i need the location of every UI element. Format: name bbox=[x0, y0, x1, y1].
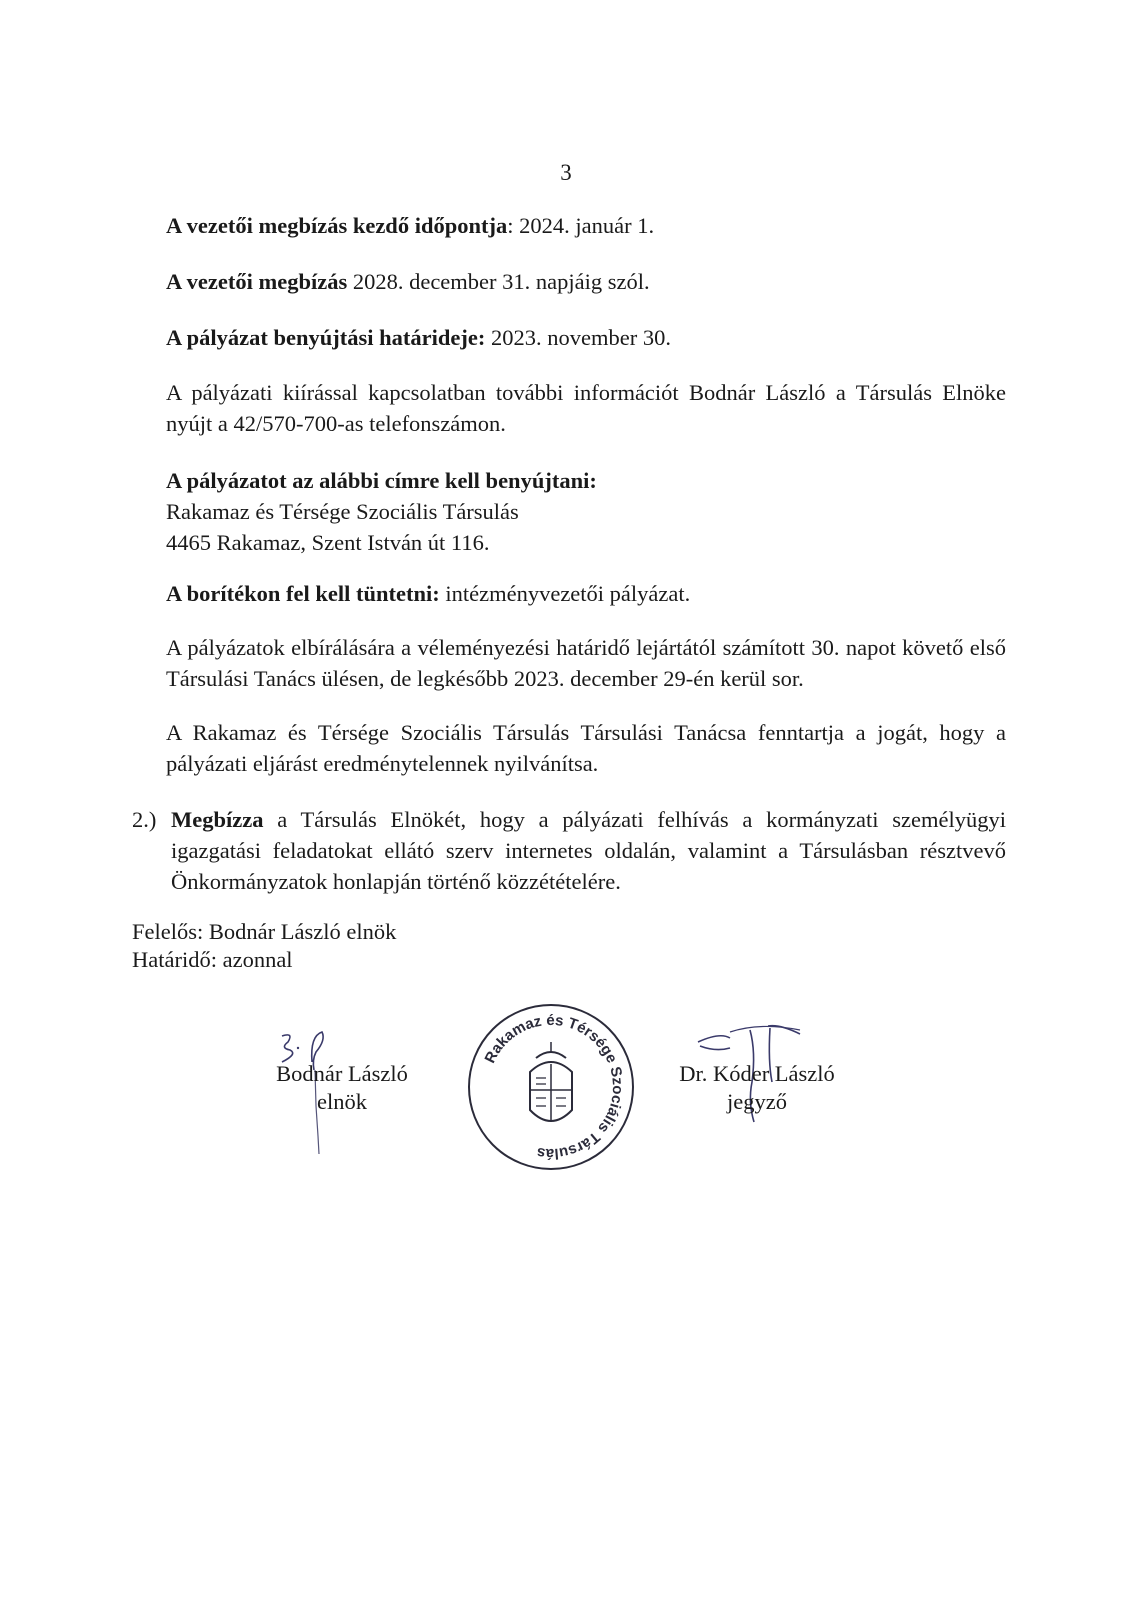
end-date-line bbox=[166, 266, 1006, 297]
left-signature-name: Bodnár László bbox=[276, 1061, 408, 1086]
deadline-note: Határidő: azonnal bbox=[132, 947, 293, 972]
start-date-line bbox=[166, 210, 1006, 241]
page-number: 3 bbox=[560, 160, 572, 185]
rights-paragraph: A Rakamaz és Térsége Szociális Társulás Társulási Tanácsa fenntartja a jogát, hogy a pályázati eljárást eredménytelennek nyilvánítsa. bbox=[166, 720, 1006, 776]
address-block bbox=[166, 465, 1006, 558]
end-date-value: 2028. december 31. napjáig szól. bbox=[347, 269, 650, 294]
address-label: A pályázatot az alábbi címre kell benyújtani: bbox=[166, 468, 597, 493]
info-paragraph: A pályázati kiírással kapcsolatban további információt Bodnár László a Társulás Elnöke nyújt a 42/570-700-as telefonszámon. bbox=[166, 380, 1006, 436]
left-signature-title: elnök bbox=[317, 1089, 367, 1114]
item-2-text bbox=[171, 804, 1006, 897]
item-2 bbox=[132, 804, 1006, 897]
evaluation-paragraph: A pályázatok elbírálására a véleményezési határidő lejártától számított 30. napot követő első Társulási Tanács ülésen, de legkésőbb 2023. december 29-én kerül sor. bbox=[166, 635, 1006, 691]
deadline-value: 2023. november 30. bbox=[485, 325, 671, 350]
item-2-body: a Társulás Elnökét, hogy a pályázati felhívás a kormányzati személyügyi igazgatási feladatokat ellátó szerv internetes oldalán, valamint a Társulásban résztvevő Önkormányzatok honlapján történő közzétételére. bbox=[171, 807, 1006, 894]
coat-of-arms-icon bbox=[530, 1042, 572, 1122]
responsible-line: Felelős: Bodnár László elnök bbox=[132, 919, 397, 944]
start-date-value: : 2024. január 1. bbox=[507, 213, 655, 238]
address-line-1: Rakamaz és Térsége Szociális Társulás bbox=[166, 499, 519, 524]
envelope-value: intézményvezetői pályázat. bbox=[439, 581, 691, 606]
start-date-label: A vezetői megbízás kezdő időpontja bbox=[166, 213, 508, 238]
deadline-line bbox=[166, 322, 1006, 353]
address-line-2: 4465 Rakamaz, Szent István út 116. bbox=[166, 530, 490, 555]
item-2-bold: Megbízza bbox=[171, 807, 264, 832]
left-signature bbox=[262, 1060, 422, 1116]
official-stamp bbox=[466, 1002, 636, 1172]
right-signature-name: Dr. Kóder László bbox=[679, 1061, 835, 1086]
deadline-label: A pályázat benyújtási határideje: bbox=[166, 325, 486, 350]
right-signature bbox=[662, 1060, 852, 1116]
end-date-label: A vezetői megbízás bbox=[166, 269, 348, 294]
right-signature-title: jegyző bbox=[727, 1089, 787, 1114]
envelope-label: A borítékon fel kell tüntetni: bbox=[166, 581, 440, 606]
item-2-number: 2.) bbox=[132, 807, 157, 832]
stamp-text: Rakamaz és Térsége Szociális Társulás bbox=[481, 1011, 627, 1163]
envelope-line bbox=[166, 578, 1006, 609]
